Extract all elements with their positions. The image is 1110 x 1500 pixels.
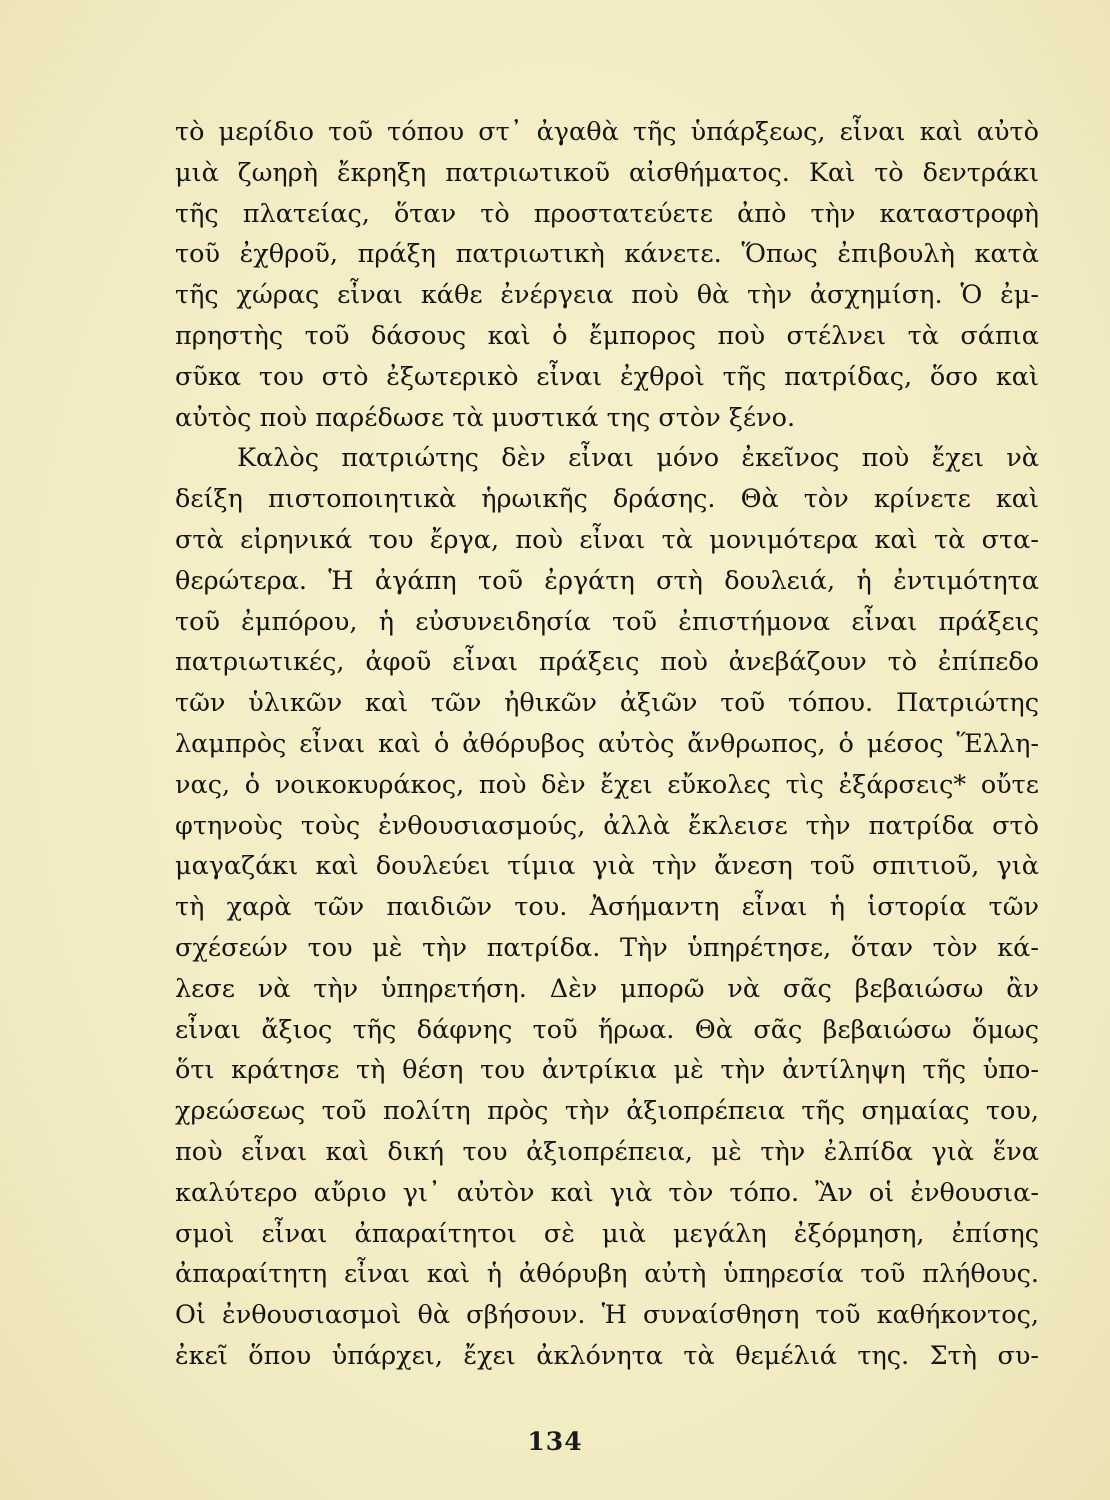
text-line: νας, ὁ νοικοκυράκος, ποὺ δὲν ἔχει εὔκολες τὶς ἐξάρσεις* οὔτε — [175, 769, 1039, 800]
text-line: Οἱ ἐνθουσιασμοὶ θὰ σβήσουν. Ἡ συναίσθηση τοῦ καθήκοντος, — [175, 1300, 1039, 1331]
text-line: μαγαζάκι καὶ δουλεύει τίμια γιὰ τὴν ἄνεση τοῦ σπιτιοῦ, γιὰ — [175, 851, 1039, 882]
text-line-paragraph-start: Καλὸς πατριώτης δὲν εἶναι μόνο ἐκεῖνος ποὺ ἔχει νὰ — [237, 443, 1039, 474]
text-line: θερώτερα. Ἡ ἀγάπη τοῦ ἐργάτη στὴ δουλειά, ἡ ἐντιμότητα — [175, 565, 1039, 596]
text-line: εἶναι ἄξιος τῆς δάφνης τοῦ ἥρωα. Θὰ σᾶς βεβαιώσω ὅμως — [175, 1014, 1039, 1045]
text-line: ὅτι κράτησε τὴ θέση του ἀντρίκια μὲ τὴν ἀντίληψη τῆς ὑπο- — [175, 1055, 1039, 1086]
text-line: καλύτερο αὔριο γι᾿ αὐτὸν καὶ γιὰ τὸν τόπο. Ἂν οἱ ἐνθουσια- — [175, 1177, 1039, 1208]
text-line-paragraph-end: αὐτὸς ποὺ παρέδωσε τὰ μυστικά της στὸν ξένο. — [175, 402, 796, 433]
text-line: ποὺ εἶναι καὶ δική του ἀξιοπρέπεια, μὲ τὴν ἐλπίδα γιὰ ἕνα — [175, 1136, 1039, 1167]
text-line: στὰ εἰρηνικά του ἔργα, ποὺ εἶναι τὰ μονιμότερα καὶ τὰ στα- — [175, 524, 1039, 555]
text-line: πρηστὴς τοῦ δάσους καὶ ὁ ἔμπορος ποὺ στέλνει τὰ σάπια — [175, 320, 1039, 351]
text-line: λαμπρὸς εἶναι καὶ ὁ ἀθόρυβος αὐτὸς ἄνθρωπος, ὁ μέσος Ἕλλη- — [175, 728, 1039, 759]
text-line: σῦκα του στὸ ἐξωτερικὸ εἶναι ἐχθροὶ τῆς πατρίδας, ὅσο καὶ — [175, 361, 1039, 392]
text-line: τοῦ ἐμπόρου, ἡ εὐσυνειδησία τοῦ ἐπιστήμονα εἶναι πράξεις — [175, 606, 1039, 637]
text-line: τῶν ὑλικῶν καὶ τῶν ἠθικῶν ἀξιῶν τοῦ τόπου. Πατριώτης — [175, 688, 1039, 719]
text-line: τῆς πλατείας, ὅταν τὸ προστατεύετε ἀπὸ τὴν καταστροφὴ — [175, 198, 1039, 229]
text-line: φτηνοὺς τοὺς ἐνθουσιασμούς, ἀλλὰ ἔκλεισε τὴν πατρίδα στὸ — [175, 810, 1039, 841]
text-line: τὸ μερίδιο τοῦ τόπου στ᾿ ἀγαθὰ τῆς ὑπάρξεως, εἶναι καὶ αὐτὸ — [175, 117, 1039, 147]
text-line: χρεώσεως τοῦ πολίτη πρὸς τὴν ἀξιοπρέπεια τῆς σημαίας του, — [175, 1096, 1039, 1127]
text-line: δείξη πιστοποιητικὰ ἡρωικῆς δράσης. Θὰ τὸν κρίνετε καὶ — [175, 484, 1039, 515]
text-line: ἐκεῖ ὅπου ὑπάρχει, ἔχει ἀκλόνητα τὰ θεμέλιά της. Στὴ συ- — [175, 1340, 1039, 1371]
page-number: 134 — [527, 1427, 583, 1456]
text-line: λεσε νὰ τὴν ὑπηρετήση. Δὲν μπορῶ νὰ σᾶς βεβαιώσω ἂν — [175, 973, 1039, 1004]
text-line: τὴ χαρὰ τῶν παιδιῶν του. Ἀσήμαντη εἶναι ἡ ἱστορία τῶν — [175, 892, 1039, 923]
text-line: σμοὶ εἶναι ἀπαραίτητοι σὲ μιὰ μεγάλη ἐξόρμηση, ἐπίσης — [175, 1218, 1039, 1249]
text-line: πατριωτικές, ἀφοῦ εἶναι πράξεις ποὺ ἀνεβάζουν τὸ ἐπίπεδο — [175, 647, 1039, 678]
text-line: μιὰ ζωηρὴ ἔκρηξη πατριωτικοῦ αἰσθήματος. Καὶ τὸ δεντράκι — [175, 157, 1039, 188]
text-line: ἀπαραίτητη εἶναι καὶ ἡ ἀθόρυβη αὐτὴ ὑπηρεσία τοῦ πλήθους. — [175, 1259, 1039, 1290]
body-text — [175, 112, 1039, 1377]
text-line: τοῦ ἐχθροῦ, πράξη πατριωτικὴ κάνετε. Ὅπως ἐπιβουλὴ κατὰ — [175, 239, 1039, 270]
text-line: τῆς χώρας εἶναι κάθε ἐνέργεια ποὺ θὰ τὴν ἀσχημίση. Ὁ ἐμ- — [175, 280, 1039, 311]
text-line: σχέσεών του μὲ τὴν πατρίδα. Τὴν ὑπηρέτησε, ὅταν τὸν κά- — [175, 932, 1039, 963]
